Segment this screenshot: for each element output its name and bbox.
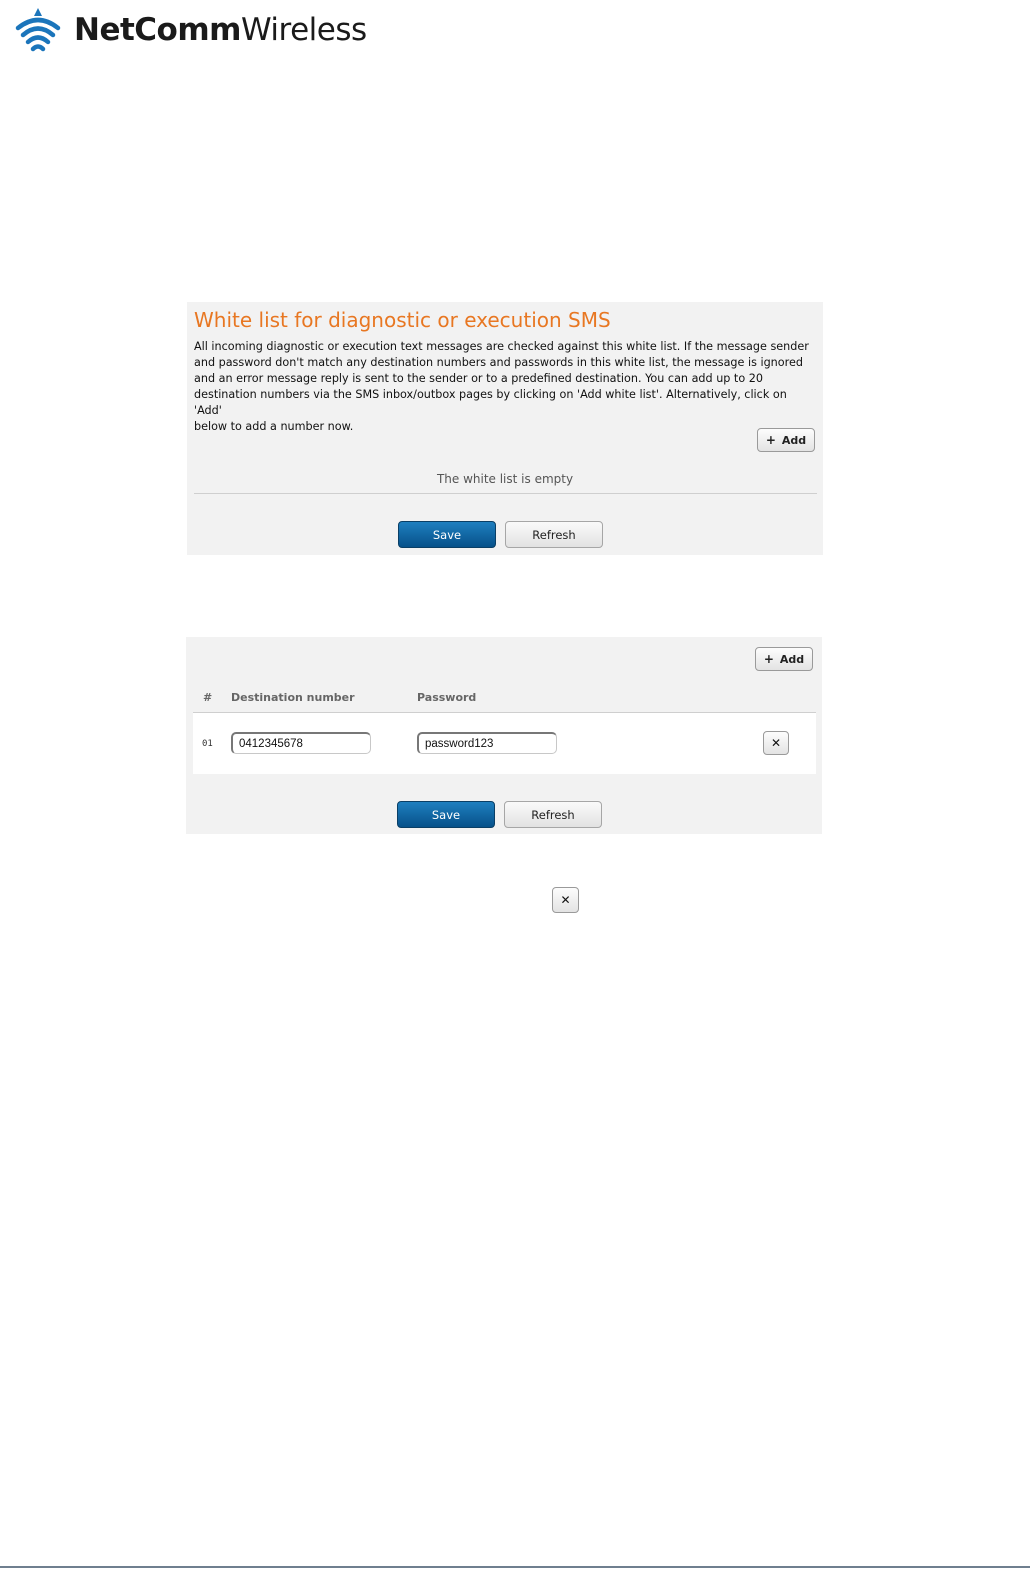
table-row: [193, 713, 816, 774]
netcomm-logo: [10, 6, 367, 54]
empty-list-message: The white list is empty: [436, 472, 574, 486]
panel-title: White list for diagnostic or execution SMS: [194, 308, 611, 332]
delete-button-icon: [552, 887, 579, 913]
refresh-button[interactable]: Refresh: [504, 801, 602, 828]
destination-number-input[interactable]: [231, 732, 371, 754]
password-input[interactable]: [417, 732, 557, 754]
refresh-button[interactable]: Refresh: [505, 521, 603, 548]
brand-name: [74, 11, 367, 48]
column-header-password: Password: [417, 691, 477, 704]
description-line: All incoming diagnostic or execution text messages are checked against this white list. If the message sender: [194, 340, 809, 353]
column-header-index: #: [203, 691, 213, 704]
brand-name-light: Wireless: [240, 11, 367, 48]
description-line: and an error message reply is sent to the sender or to a predefined destination. You can add up to 20: [194, 372, 763, 385]
delete-row-button[interactable]: [763, 731, 789, 755]
add-button[interactable]: [757, 428, 815, 452]
column-header-destination: Destination number: [231, 691, 355, 704]
plus-icon: +: [763, 652, 774, 666]
brand-name-bold: NetComm: [74, 11, 241, 48]
add-button[interactable]: [755, 647, 813, 671]
panel-description: [194, 339, 812, 435]
row-index: 01: [202, 739, 213, 749]
add-button-label: Add: [781, 433, 807, 447]
footer-divider: [0, 1566, 1030, 1568]
add-button-label: Add: [779, 652, 805, 666]
whitelist-entries-panel: [186, 637, 822, 834]
close-icon: ✕: [770, 736, 782, 750]
whitelist-panel: [187, 302, 823, 555]
description-line: destination numbers via the SMS inbox/outbox pages by clicking on 'Add white list'. Alternatively, click on 'Add': [194, 388, 787, 417]
save-button[interactable]: Save: [397, 801, 495, 828]
description-line: below to add a number now.: [194, 420, 354, 433]
description-line: and password don't match any destination numbers and passwords in this white list, the message is ignored: [194, 356, 803, 369]
plus-icon: +: [765, 433, 776, 447]
close-icon: ✕: [560, 893, 571, 907]
divider: [194, 493, 817, 494]
save-button[interactable]: Save: [398, 521, 496, 548]
wifi-logo-icon: [10, 6, 66, 54]
